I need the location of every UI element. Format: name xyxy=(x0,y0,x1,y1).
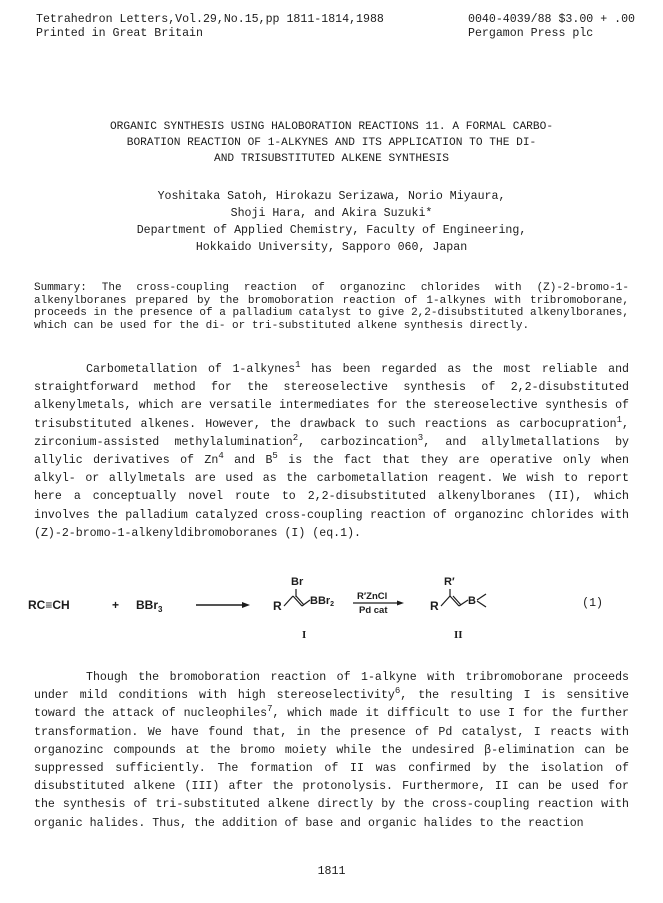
boryl-label: B xyxy=(468,595,476,607)
bbr3-reagent: BBr$_3$ xyxy=(136,598,163,614)
text-run: , zirconium-assisted methylalumination xyxy=(34,417,629,449)
text-run: has been regarded as the most reliable and straightforward method for the stereoselective synthesis of 2,2-disubstituted alkenylmetals, which are versatile intermediates for the stereoselective synthesis of trisubstituted alkenes. However, the drawback to such reactions as carbocupration xyxy=(34,363,630,431)
bond xyxy=(441,596,450,606)
body-paragraph xyxy=(34,669,629,833)
summary: Summary: The cross-coupling reaction of organozinc chlorides with (Z)-2-bromo-1-alkenylboranes prepared by the bromoboration reaction of 1-alkynes with tribromoborane, proceeds in the presence of a palladium catalyst to give 2,2-disubstituted alkenylboranes, which can be used for the di- or tri-substituted alkene synthesis directly. xyxy=(34,282,629,332)
reaction-scheme xyxy=(20,570,650,650)
bond xyxy=(477,594,486,600)
bromo-label: Br xyxy=(291,576,304,588)
reference-marker: 4 xyxy=(218,451,224,462)
body-paragraph xyxy=(34,361,629,543)
compound-II-label: II xyxy=(454,629,463,641)
text-run: Carbometallation of 1-alkynes xyxy=(86,363,296,376)
bond xyxy=(302,600,310,606)
title-line: ORGANIC SYNTHESIS USING HALOBORATION REACTIONS 11. A FORMAL CARBO- xyxy=(109,121,554,133)
reaction-equation xyxy=(20,570,650,650)
reference-marker: 7 xyxy=(267,704,273,715)
paper-title xyxy=(60,119,603,167)
r-group-label: R xyxy=(430,599,439,613)
text-run: , and allylmetallations by allylic derivatives of Zn xyxy=(34,435,629,468)
equation-number: (1) xyxy=(582,597,603,610)
journal-citation xyxy=(36,13,384,41)
reference-marker: 1 xyxy=(616,414,623,425)
bond xyxy=(477,601,486,607)
r-group-label: R xyxy=(273,599,282,613)
alkyne-reactant: RC≡CH xyxy=(28,598,70,612)
reagent-catalyst: Pd cat xyxy=(359,605,388,616)
text-run: , which made it difficult to use I for the further transformation. We have found that, in the presence of Pd catalyst, I reacts with organozinc compounds at the bromo moiety while the undesired β-elimination can be suppressed sufficiently. The formation of II was confirmed by the isolation of disubstituted alkene (III) after the protonolysis. Furthermore, II can be used for the synthesis of tri-substituted alkene directly by the cross-coupling reaction with organic halides. Thus, the addition of base and organic halides to the reaction xyxy=(34,707,629,830)
r-prime-label: R′ xyxy=(444,576,455,588)
reference-marker: 5 xyxy=(272,451,278,462)
author-names: Yoshitaka Satoh, Hirokazu Serizawa, Norio Miyaura, xyxy=(157,190,506,203)
affiliation: Hokkaido University, Sapporo 060, Japan xyxy=(195,241,468,254)
dibromoboryl-label: BBr2 xyxy=(310,595,335,608)
title-line: AND TRISUBSTITUTED ALKENE SYNTHESIS xyxy=(214,153,449,165)
publisher-line: Pergamon Press plc xyxy=(468,27,594,40)
text-run: Though the bromoboration reaction of 1-alkyne with tribromoborane proceeds under mild conditions with high stereoselectivity xyxy=(34,671,629,703)
reference-marker: 2 xyxy=(292,432,299,443)
page-number: 1811 xyxy=(317,865,346,878)
citation-line: Tetrahedron Letters,Vol.29,No.15,pp 1811-1814,1988 xyxy=(36,13,384,26)
author-names: Shoji Hara, and Akira Suzuki* xyxy=(230,207,433,220)
text-run: , carbozincation xyxy=(298,435,418,449)
author-block xyxy=(40,188,623,256)
text-run: and B xyxy=(223,454,273,468)
plus-sign: + xyxy=(112,598,120,612)
text-run: is the fact that they are operative only when alkyl- or allylmetals are used as the carbometallation reagent. We wish to report here a conceptually novel route to 2,2-disubstituted alkenylboranes (II), which involves the palladium catalyzed cross-coupling reaction of organozinc chlorides with (Z)-2-bromo-1-alkenyldibromoboranes (I) (eq.1). xyxy=(34,454,630,540)
text-run: , the resulting I is sensitive toward the attack of nucleophiles xyxy=(34,689,629,721)
affiliation: Department of Applied Chemistry, Faculty of Engineering, xyxy=(136,224,527,237)
title-line: BORATION REACTION OF 1-ALKYNES AND ITS APPLICATION TO THE DI- xyxy=(126,137,537,149)
bond xyxy=(459,600,468,606)
bond xyxy=(284,596,293,606)
issn-price-line: 0040-4039/88 $3.00 + .00 xyxy=(468,13,635,26)
reference-marker: 1 xyxy=(295,360,301,371)
price-code xyxy=(468,13,635,41)
printed-in-line: Printed in Great Britain xyxy=(36,27,203,40)
reagent-organozinc: R′ZnCl xyxy=(357,591,388,602)
reference-marker: 6 xyxy=(394,686,401,697)
arrowhead xyxy=(242,602,250,608)
compound-I-label: I xyxy=(302,629,307,641)
arrowhead xyxy=(397,601,404,606)
reference-marker: 3 xyxy=(417,432,424,443)
